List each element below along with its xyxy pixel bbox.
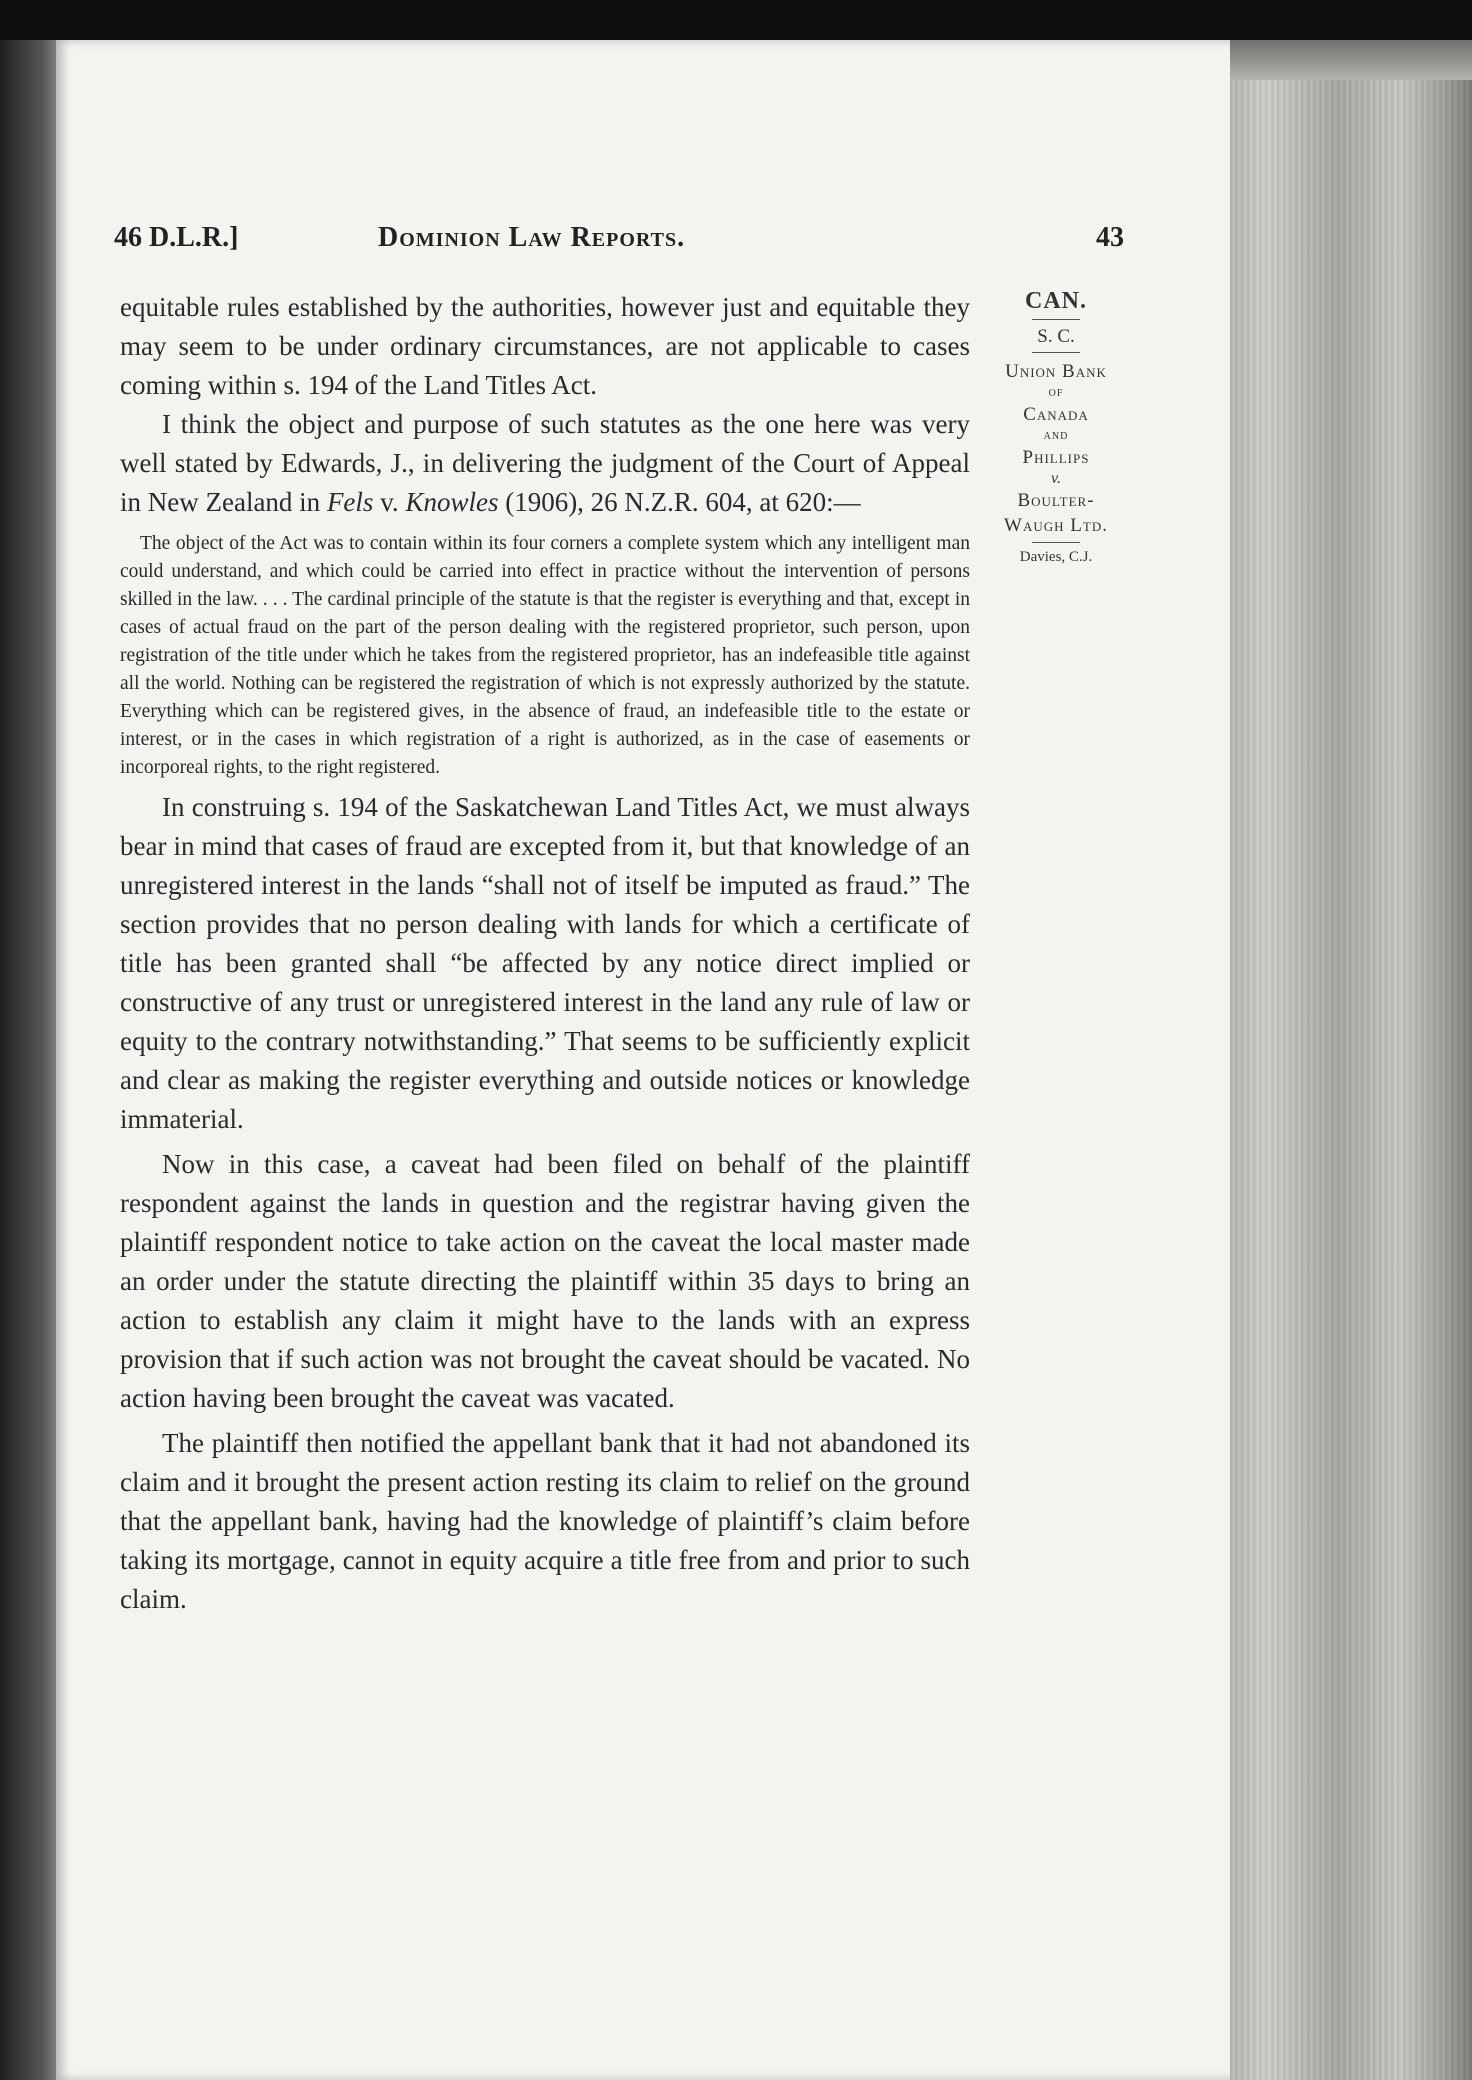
margin-case-line: Boulter- [1017, 490, 1095, 511]
margin-case-line: Waugh Ltd. [1004, 515, 1108, 536]
margin-rule [1032, 352, 1080, 353]
block-quote: The object of the Act was to contain within its four corners a complete system which any intelligent man could understand, and which could be carried into effect in practice without the intervention of persons skilled in the law. . . . The cardinal principle of the statute is that the register is everything and that, except in cases of actual fraud on the part of the person dealing with the registered proprietor, such person, upon registration of the title under which he takes from the registered proprietor, has an indefeasible title against all the world. Nothing can be registered the registration of which is not expressly authorized by the statute. Everything which can be registered gives, in the absence of fraud, an indefeasible title to the estate or interest, or in the cases in which registration of a right is authorized, as in the case of easements or incorporeal rights, to the right registered. [120, 533, 970, 778]
margin-court: S. C. [1037, 326, 1075, 347]
volume-reference: 46 D.L.R.] [114, 222, 239, 253]
margin-case-line: Canada [1023, 404, 1089, 425]
paragraph [120, 405, 970, 522]
margin-case-line: of [1048, 385, 1064, 400]
margin-judge: Davies, C.J. [1019, 549, 1093, 565]
paragraph: In construing s. 194 of the Saskatchewan Land Titles Act, we must always bear in mind that cases of fraud are excepted from it, but that knowledge of an unregistered interest in the lands “shall not of itself be imputed as fraud.” The section provides that no person dealing with lands for which a certificate of title has been granted shall “be affected by any notice direct implied or constructive of any trust or unregistered interest in the land any rule of law or equity to the contrary notwithstanding.” That seems to be sufficiently explicit and clear as making the register everything and outside notices or knowledge immaterial. [120, 792, 970, 1134]
case-name: Fels [326, 487, 374, 517]
page-edges [1230, 40, 1472, 2080]
paragraph-text: I think the object and purpose of such statutes as the one here was very well stated by Edwards, J., in delivering the judgment of the Court of Appeal in New Zealand in [120, 409, 970, 517]
running-header [114, 222, 1124, 262]
paragraph-text: v. [373, 487, 406, 517]
book-gutter-shadow [0, 40, 60, 2080]
paragraph: equitable rules established by the authorities, however just and equitable they may seem to be under ordinary circumstances, are not applicable to cases coming within s. 194 of the Land Titles Act. [120, 292, 970, 400]
margin-case-line: and [1043, 428, 1069, 443]
page-number: 43 [1096, 222, 1124, 253]
paragraph: The plaintiff then notified the appellant bank that it had not abandoned its claim and it brought the present action resting its claim to relief on the ground that the appellant bank, having had the knowledge of plaintiff’s claim before taking its mortgage, cannot in equity acquire a title free from and prior to such claim. [120, 1428, 970, 1614]
margin-jurisdiction: CAN. [1025, 288, 1087, 314]
margin-case-line: v. [1051, 470, 1061, 487]
margin-case-line: Union Bank [1005, 361, 1107, 382]
page-body [120, 288, 970, 1619]
margin-case-line: Phillips [1022, 447, 1090, 468]
reporter-title: Dominion Law Reports. [378, 222, 686, 253]
page-edges-top [1230, 40, 1472, 80]
margin-note [976, 288, 1136, 566]
paragraph: Now in this case, a caveat had been filed on behalf of the plaintiff respondent against the lands in question and the registrar having given the plaintiff respondent notice to take action on the caveat the local master made an order under the statute directing the plaintiff within 35 days to bring an action to establish any claim it might have to the lands with an express provision that if such action was not brought the caveat should be vacated. No action having been brought the caveat was vacated. [120, 1149, 970, 1413]
case-name: Knowles [405, 487, 499, 517]
paragraph-text: (1906), 26 N.Z.R. 604, at 620:— [498, 487, 861, 517]
margin-rule [1032, 319, 1080, 320]
margin-rule [1032, 542, 1080, 543]
